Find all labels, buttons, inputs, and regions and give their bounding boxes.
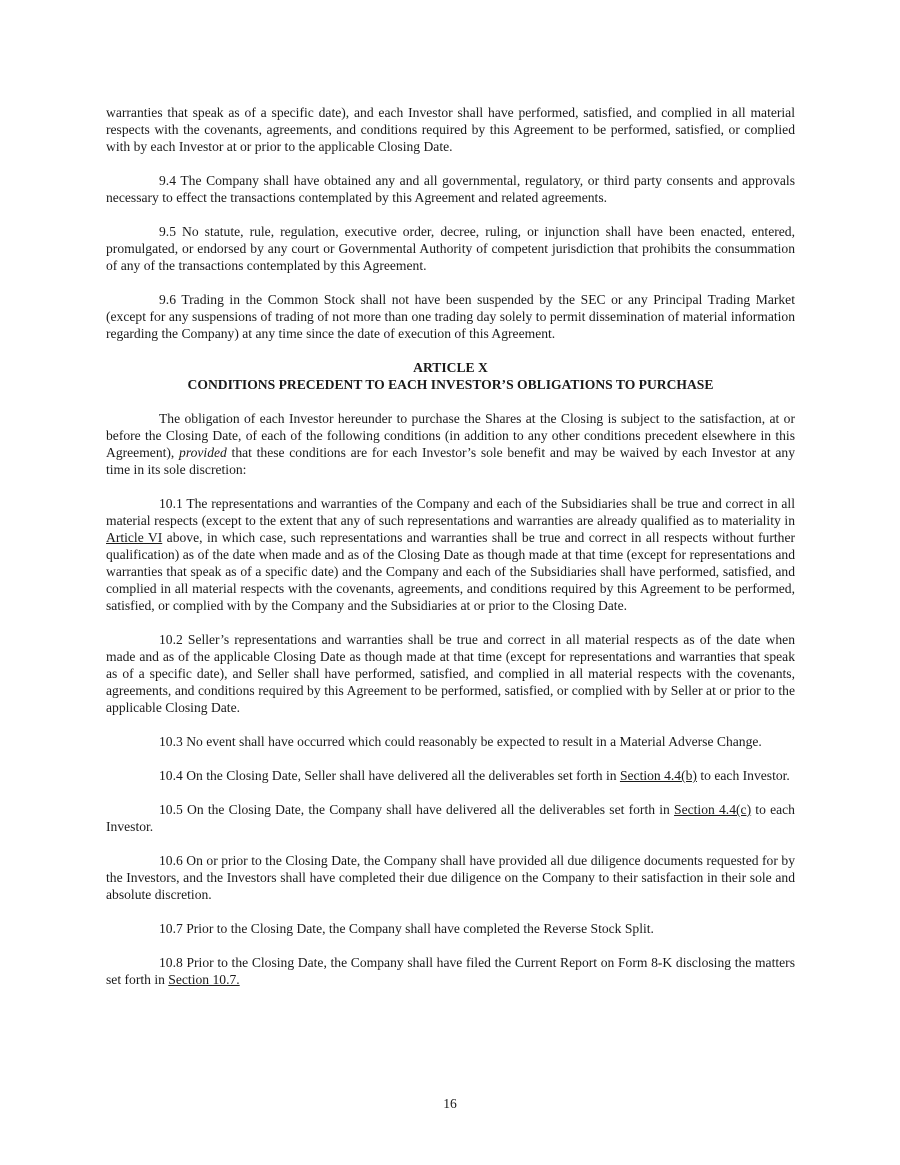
section-10-7-link[interactable]: Section 10.7.: [168, 972, 240, 987]
p10-4-text-2: to each Investor.: [696, 768, 790, 783]
paragraph-10-4: [106, 767, 795, 784]
article-heading: [106, 359, 795, 393]
paragraph-9-4: 9.4 The Company shall have obtained any and all governmental, regulatory, or third party consents and approvals necessary to effect the transactions contemplated by this Agreement and related agreements.: [106, 173, 795, 205]
paragraph-10-2: 10.2 Seller’s representations and warranties shall be true and correct in all material respects as of the date when made and as of the applicable Closing Date as though made at that time (except for representations and warranties that speak as of a specific date), and Seller shall have performed, satisfied, and complied in all material respects with the covenants, agreements, and conditions required by this Agreement to be performed, satisfied, or complied with by Seller at or prior to the applicable Closing Date.: [106, 632, 795, 715]
paragraph-10-5: [106, 801, 795, 835]
paragraph-10-7: 10.7 Prior to the Closing Date, the Company shall have completed the Reverse Stock Split.: [159, 921, 654, 936]
section-4-4-c-link[interactable]: Section 4.4(c): [674, 802, 752, 817]
p10-1-text-2: above, in which case, such representations and warranties shall be true and correct in all respects without further qualification) as of the date when made and as of the Closing Date as though made at that time (except for representations and warranties that speak as of a specific date) and the Company and each of the Subsidiaries shall have performed, satisfied, and complied in all material respects with the covenants, agreements, and conditions required by this Agreement to be performed, satisfied, or complied with by the Company and the Subsidiaries at or prior to the Closing Date.: [106, 530, 796, 613]
paragraph-9-5: 9.5 No statute, rule, regulation, executive order, decree, ruling, or injunction shall have been enacted, entered, promulgated, or endorsed by any court or Governmental Authority of competent jurisdiction that prohibits the consummation of any of the transactions contemplated by this Agreement.: [106, 224, 795, 273]
page-number: 16: [443, 1096, 457, 1111]
section-4-4-b-link[interactable]: Section 4.4(b): [619, 768, 697, 783]
p10-5-text-2: to each Investor.: [106, 802, 795, 834]
article-title: CONDITIONS PRECEDENT TO EACH INVESTOR’S OBLIGATIONS TO PURCHASE: [187, 377, 714, 392]
article-number: ARTICLE X: [413, 360, 488, 375]
document-body: [106, 104, 795, 1005]
paragraph-10-1: [106, 495, 795, 614]
paragraph-continued: warranties that speak as of a specific date), and each Investor shall have performed, satisfied, and complied in all material respects with the covenants, agreements, and conditions required by this Agreement to be performed, satisfied, or complied with by each Investor at or prior to the applicable Closing Date.: [106, 105, 795, 154]
intro-text-1: The obligation of each Investor hereunder to purchase the Shares at the Closing is subject to the satisfaction, at or before the Closing Date, of each of the following conditions (in addition to any other conditions precedent elsewhere in this Agreement),: [106, 411, 795, 460]
paragraph-10-8: [106, 954, 795, 988]
paragraph-10-6: 10.6 On or prior to the Closing Date, the Company shall have provided all due diligence documents requested for by the Investors, and the Investors shall have completed their due diligence on the Company to their satisfaction in their sole and absolute discretion.: [106, 853, 795, 902]
intro-provided: provided: [179, 445, 227, 460]
intro-text-2: that these conditions are for each Investor’s sole benefit and may be waived by each Investor at any time in its sole discretion:: [106, 445, 795, 477]
article-vi-link[interactable]: Article VI: [106, 530, 163, 545]
p10-8-text-1: 10.8 Prior to the Closing Date, the Company shall have filed the Current Report on Form 8-K disclosing the matters set forth in: [106, 955, 795, 987]
p10-1-text-1: 10.1 The representations and warranties of the Company and each of the Subsidiaries shall be true and correct in all material respects (except to the extent that any of such representations and warranties are already qualified as to materiality in: [106, 496, 795, 528]
p10-5-text-1: 10.5 On the Closing Date, the Company shall have delivered all the deliverables set forth in: [159, 802, 675, 817]
p10-4-text-1: 10.4 On the Closing Date, Seller shall have delivered all the deliverables set forth in: [159, 768, 620, 783]
paragraph-10-3: 10.3 No event shall have occurred which could reasonably be expected to result in a Material Adverse Change.: [159, 734, 762, 749]
paragraph-intro: [106, 410, 795, 478]
paragraph-9-6: 9.6 Trading in the Common Stock shall not have been suspended by the SEC or any Principal Trading Market (except for any suspensions of trading of not more than one trading day solely to permit dissemination of material information regarding the Company) at any time since the date of execution of this Agreement.: [106, 292, 795, 341]
